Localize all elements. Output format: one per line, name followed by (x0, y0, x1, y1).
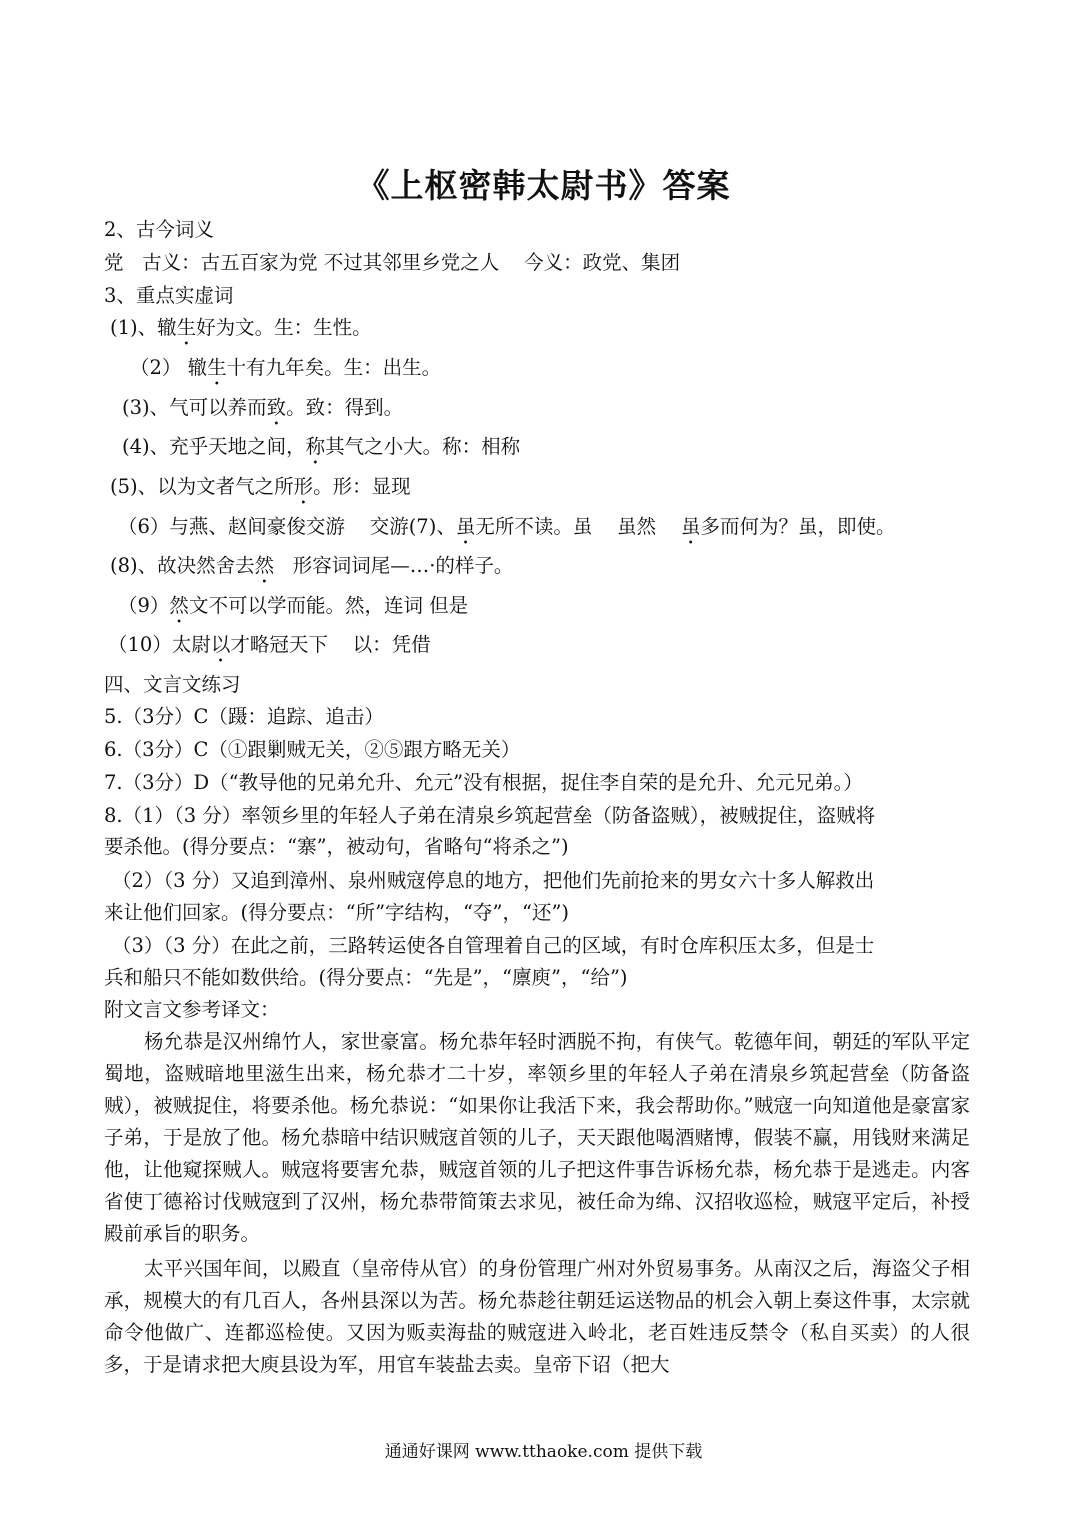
item-8: (8)、故决然舍去然 形容词词尾—…·的样子。 (110, 554, 514, 577)
footer-credit: 通通好课网 www.tthaoke.com 提供下载 (384, 1442, 703, 1462)
answer-8-1: 8.（1）（3 分）率领乡里的年轻人子弟在清泉乡筑起营垒（防备盗贼），被贼捉住，盗贼将 (104, 804, 876, 827)
item-4: (4)、充乎天地之间，称其气之小大。称：相称 (122, 435, 521, 458)
item-6-7: （6）与燕、赵间豪俊交游 交游(7)、虽无所不读。虽 虽然 虽多而何为？虽，即使。 (118, 515, 896, 538)
item-5: (5)、以为文者气之所形。形：显现 (110, 475, 411, 498)
translation-paragraph-2: 太平兴国年间，以殿直（皇帝侍从官）的身份管理广州对外贸易事务。从南汉之后，海盗父子相承，规模大的有几百人，各州县深以为苦。杨允恭趁往朝廷运送物品的机会入朝上奏这件事，太宗就命令他做广、连都巡检使。又因为贩卖海盐的贼寇进入岭北，老百姓违反禁令（私自买卖）的人很多，于是请求把大庾县设为军，用官车装盐去卖。皇帝下诏（把大 (104, 1257, 970, 1376)
item-2: （2） 辙生十有九年矣。生：出生。 (130, 356, 442, 379)
answer-8-1-cont: 要杀他。(得分要点：“寨”，被动句，省略句“将杀之”) (104, 835, 569, 858)
heading-translation: 附文言文参考译文： (104, 998, 280, 1021)
answer-8-3-cont: 兵和船只不能如数供给。(得分要点：“先是”，“廪庾”，“给”) (104, 966, 628, 989)
answer-8-3: （3）（3 分）在此之前，三路转运使各自管理着自己的区域，有时仓库积压太多，但是士 (112, 934, 875, 957)
item-3: (3)、气可以养而致。致：得到。 (122, 396, 404, 419)
item-10: （10）太尉以才略冠天下 以：凭借 (108, 633, 431, 656)
answer-8-2: （2）（3 分）又追到漳州、泉州贼寇停息的地方，把他们先前抢来的男女六十多人解救出 (112, 869, 875, 892)
item-9: （9）然文不可以学而能。然，连词 但是 (118, 594, 469, 617)
heading-shixu: 3、重点实虚词 (104, 284, 234, 307)
heading-practice: 四、文言文练习 (104, 673, 241, 696)
answer-5: 5.（3分）C（蹑：追踪、追击） (104, 705, 384, 728)
page-title: 《上枢密韩太尉书》答案 (356, 166, 731, 205)
item-1: (1)、辙生好为文。生：生性。 (110, 316, 372, 339)
gujin-line: 党 古义：古五百家为党 不过其邻里乡党之人 今义：政党、集团 (104, 251, 681, 274)
translation-paragraph-1: 杨允恭是汉州绵竹人，家世豪富。杨允恭年轻时洒脱不拘，有侠气。乾德年间，朝廷的军队平定蜀地，盗贼暗地里滋生出来，杨允恭才二十岁，率领乡里的年轻人子弟在清泉乡筑起营垒（防备盗贼），被贼捉住，将要杀他。杨允恭说：“如果你让我活下来，我会帮助你。”贼寇一向知道他是豪富家子弟，于是放了他。杨允恭暗中结识贼寇首领的儿子，天天跟他喝酒赌博，假装不赢，用钱财来满足他，让他窥探贼人。贼寇将要害允恭，贼寇首领的儿子把这件事告诉杨允恭，杨允恭于是逃走。内客省使丁德裕讨伐贼寇到了汉州，杨允恭带简策去求见，被任命为绵、汉招收巡检，贼寇平定后，补授殿前承旨的职务。 (104, 1030, 970, 1245)
answer-7: 7.（3分）D（“教导他的兄弟允升、允元”没有根据，捉住李自荣的是允升、允元兄弟。） (104, 771, 863, 794)
answer-8-2-cont: 来让他们回家。(得分要点：“所”字结构，“夺”，“还”) (104, 901, 570, 924)
heading-gujin: 2、古今词义 (104, 218, 214, 241)
answer-6: 6.（3分）C（①跟剿贼无关，②⑤跟方略无关） (104, 738, 521, 761)
